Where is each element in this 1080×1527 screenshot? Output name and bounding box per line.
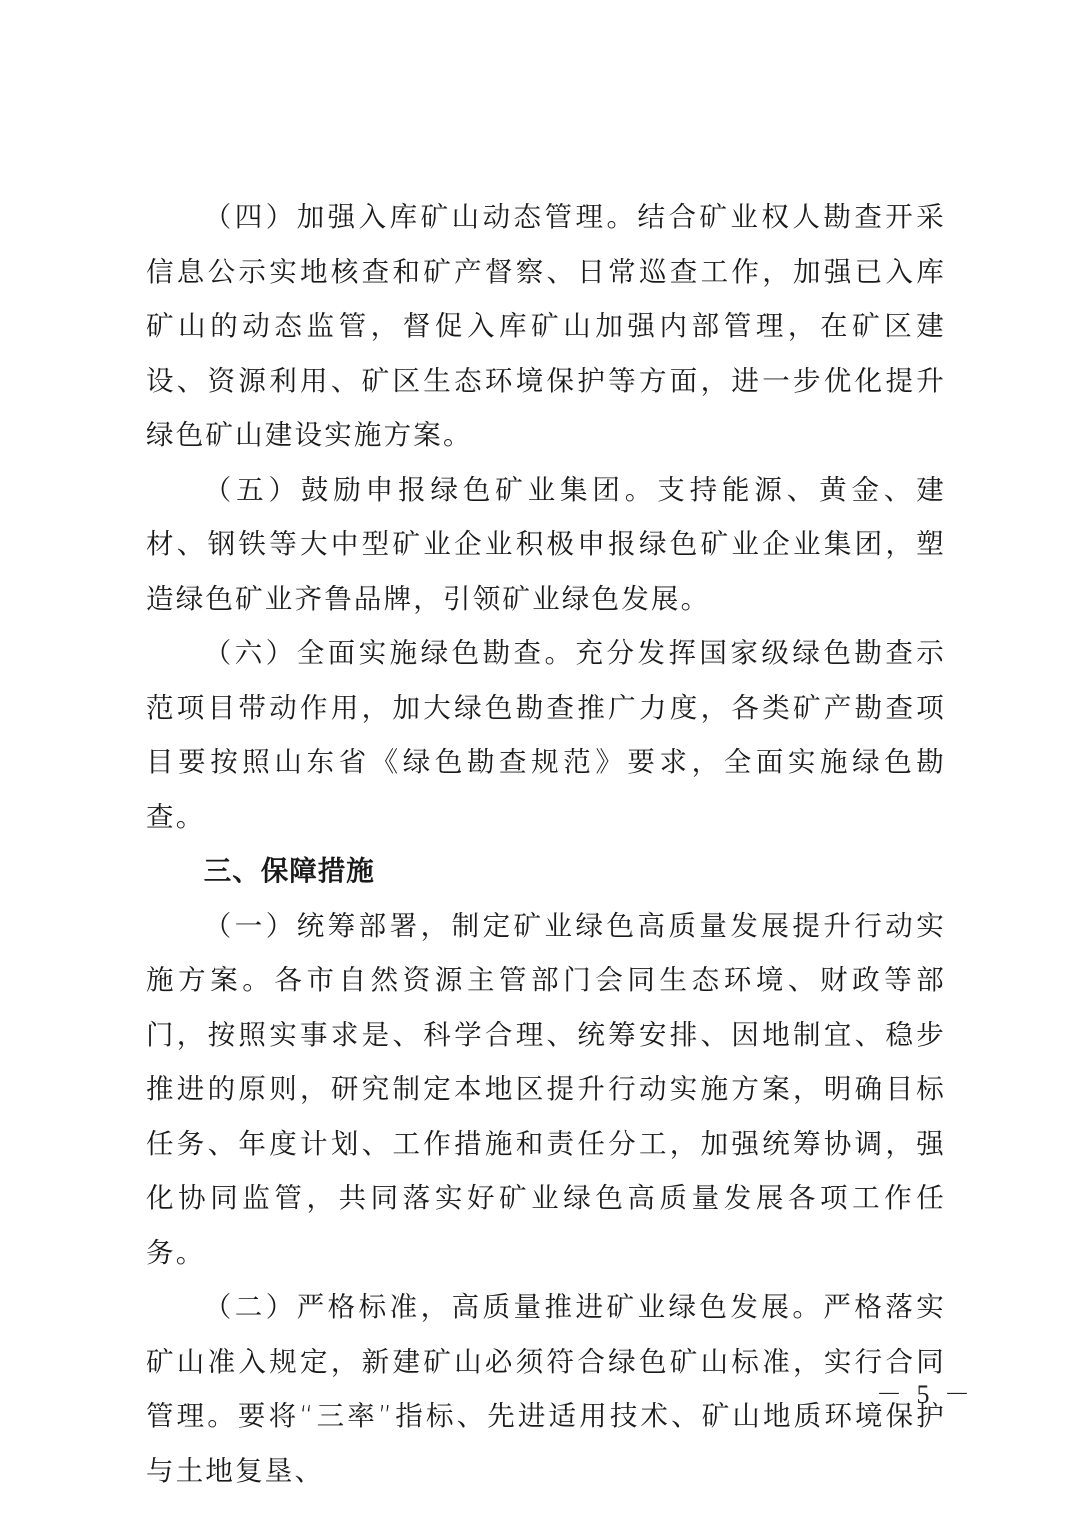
paragraph-body: 支持能源、黄金、建材、钢铁等大中型矿业企业积极申报绿色矿业企业集团，塑造绿色矿业齐鲁品牌，引领矿业绿色发展。 <box>146 473 946 615</box>
paragraph-body: 充分发挥国家级绿色勘查示范项目带动作用，加大绿色勘查推广力度，各类矿产勘查项目要按照山东省《绿色勘查规范》要求，全面实施绿色勘查。 <box>146 637 946 833</box>
page-number: － 5 － <box>876 1380 975 1409</box>
paragraph-5 <box>146 463 946 627</box>
section-paragraph-2 <box>146 1280 946 1498</box>
paragraph-lead: （五）鼓励申报绿色矿业集团。 <box>203 473 658 506</box>
paragraph-lead: （四）加强入库矿山动态管理。 <box>203 201 638 233</box>
paragraph-lead: （二）严格标准，高质量推进矿业绿色发展。 <box>203 1291 824 1323</box>
section-paragraph-1 <box>146 899 946 1281</box>
document-page <box>146 190 946 1498</box>
paragraph-lead: （六）全面实施绿色勘查。 <box>203 637 576 669</box>
paragraph-4 <box>146 190 946 463</box>
section-heading: 三、保障措施 <box>203 855 375 887</box>
paragraph-body: 各市自然资源主管部门会同生态环境、财政等部门，按照实事求是、科学合理、统筹安排、因地制宜、稳步推进的原则，研究制定本地区提升行动实施方案，明确目标任务、年度计划、工作措施和责任分工，加强统筹协调，强化协同监管，共同落实好矿业绿色高质量发展各项工作任务。 <box>146 964 946 1269</box>
paragraph-body: 严格落实矿山准入规定，新建矿山必须符合绿色矿山标准，实行合同管理。要将“三率”指标、先进适用技术、矿山地质环境保护与土地复垦、 <box>146 1291 946 1487</box>
paragraph-body: 结合矿业权人勘查开采信息公示实地核查和矿产督察、日常巡查工作，加强已入库矿山的动态监管，督促入库矿山加强内部管理，在矿区建设、资源利用、矿区生态环境保护等方面，进一步优化提升绿色矿山建设实施方案。 <box>146 201 946 451</box>
paragraph-lead: （一）统筹部署，制定矿业绿色高质量发展提升行动实施方案。 <box>146 909 946 996</box>
paragraph-6 <box>146 626 946 844</box>
